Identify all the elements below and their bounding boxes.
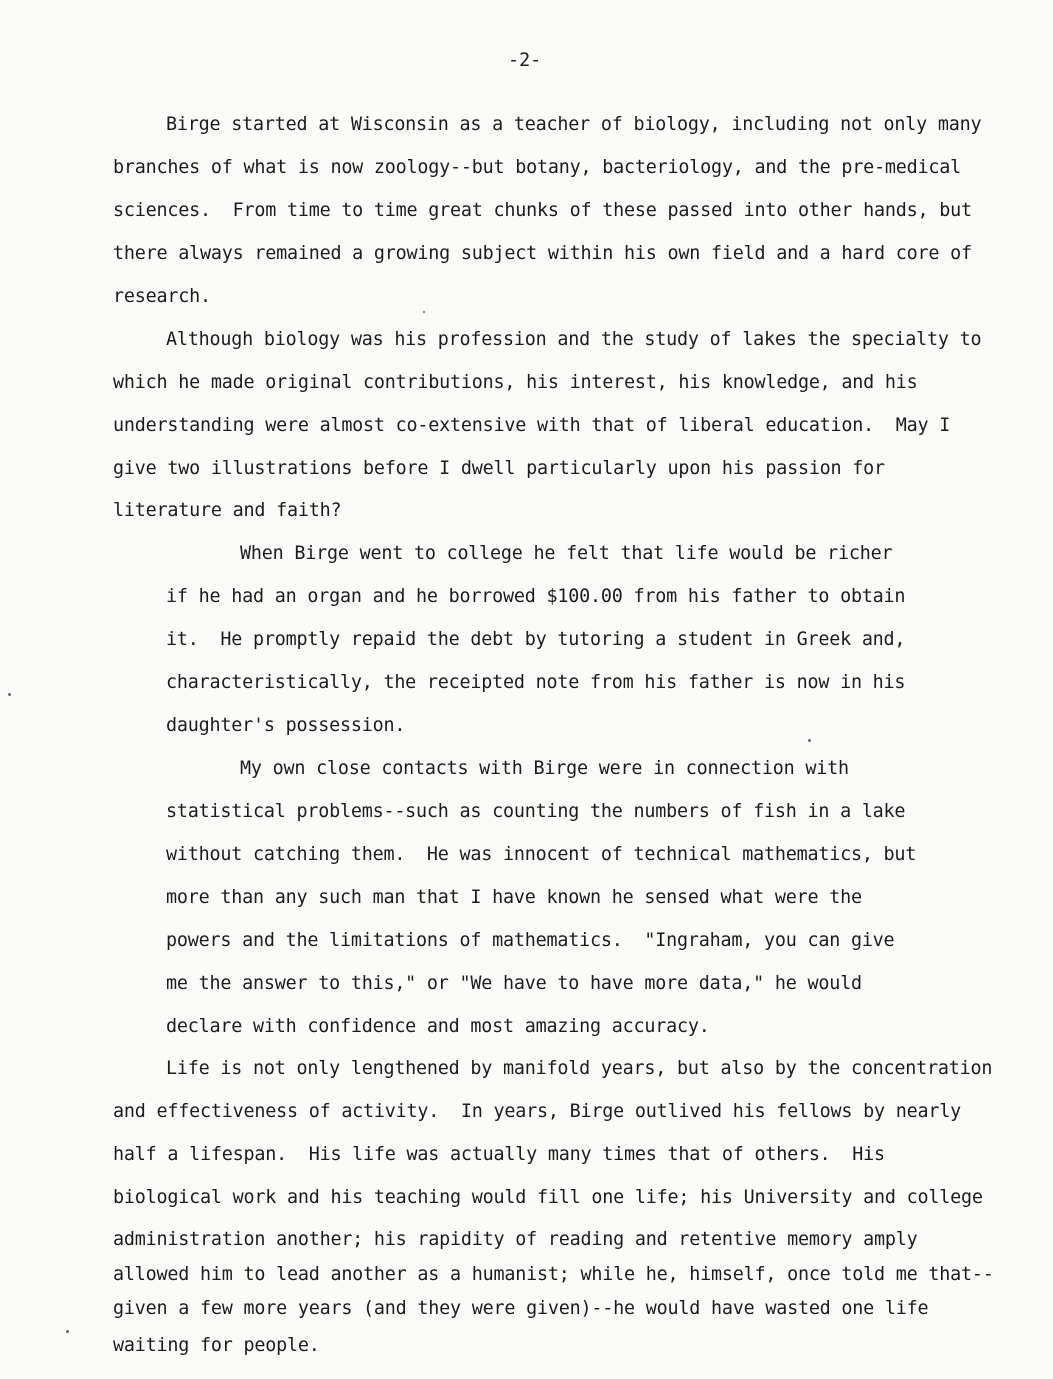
paragraph-1-line-1: Birge started at Wisconsin as a teacher of biology, including not only many <box>166 114 982 135</box>
paragraph-4-line-1: My own close contacts with Birge were in connection with <box>240 758 849 779</box>
paragraph-2-line-5: literature and faith? <box>113 500 342 521</box>
paper-speck <box>8 693 11 696</box>
page-number: -2- <box>508 50 542 71</box>
paragraph-1-line-4: there always remained a growing subject within his own field and a hard core of <box>113 243 972 264</box>
paragraph-5-line-3: half a lifespan. His life was actually many times that of others. His <box>113 1144 885 1165</box>
paragraph-4-line-7: declare with confidence and most amazing accuracy. <box>166 1016 710 1037</box>
paragraph-2-line-3: understanding were almost co-extensive with that of liberal education. May I <box>113 415 951 436</box>
paper-speck <box>423 311 425 313</box>
paragraph-5-line-5: administration another; his rapidity of reading and retentive memory amply <box>113 1229 918 1250</box>
paragraph-4-line-4: more than any such man that I have known he sensed what were the <box>166 887 862 908</box>
paragraph-5-line-1: Life is not only lengthened by manifold years, but also by the concentration <box>166 1058 993 1079</box>
paragraph-1-line-3: sciences. From time to time great chunks of these passed into other hands, but <box>113 200 972 221</box>
paragraph-3-line-4: characteristically, the receipted note from his father is now in his <box>166 672 906 693</box>
paragraph-3-line-1: When Birge went to college he felt that life would be richer <box>240 543 893 564</box>
paragraph-2-line-4: give two illustrations before I dwell particularly upon his passion for <box>113 458 885 479</box>
paragraph-5-line-6: allowed him to lead another as a humanist; while he, himself, once told me that-- <box>113 1264 994 1285</box>
paragraph-2-line-2: which he made original contributions, his interest, his knowledge, and his <box>113 372 918 393</box>
paragraph-5-line-4: biological work and his teaching would fill one life; his University and college <box>113 1187 983 1208</box>
paragraph-4-line-3: without catching them. He was innocent of technical mathematics, but <box>166 844 917 865</box>
paragraph-5-line-7: given a few more years (and they were given)--he would have wasted one life <box>113 1298 929 1319</box>
paragraph-1-line-5: research. <box>113 286 211 307</box>
paragraph-3-line-5: daughter's possession. <box>166 715 406 736</box>
paragraph-4-line-2: statistical problems--such as counting the numbers of fish in a lake <box>166 801 906 822</box>
paragraph-4-line-6: me the answer to this," or "We have to have more data," he would <box>166 973 862 994</box>
paragraph-5-line-2: and effectiveness of activity. In years, Birge outlived his fellows by nearly <box>113 1101 962 1122</box>
paragraph-2-line-1: Although biology was his profession and the study of lakes the specialty to <box>166 329 982 350</box>
paragraph-4-line-5: powers and the limitations of mathematics. "Ingraham, you can give <box>166 930 895 951</box>
paragraph-3-line-3: it. He promptly repaid the debt by tutoring a student in Greek and, <box>166 629 906 650</box>
paper-speck <box>808 739 811 742</box>
paragraph-5-line-8: waiting for people. <box>113 1335 320 1356</box>
paragraph-1-line-2: branches of what is now zoology--but botany, bacteriology, and the pre-medical <box>113 157 962 178</box>
paragraph-3-line-2: if he had an organ and he borrowed $100.00 from his father to obtain <box>166 586 906 607</box>
paper-speck <box>66 1330 69 1333</box>
